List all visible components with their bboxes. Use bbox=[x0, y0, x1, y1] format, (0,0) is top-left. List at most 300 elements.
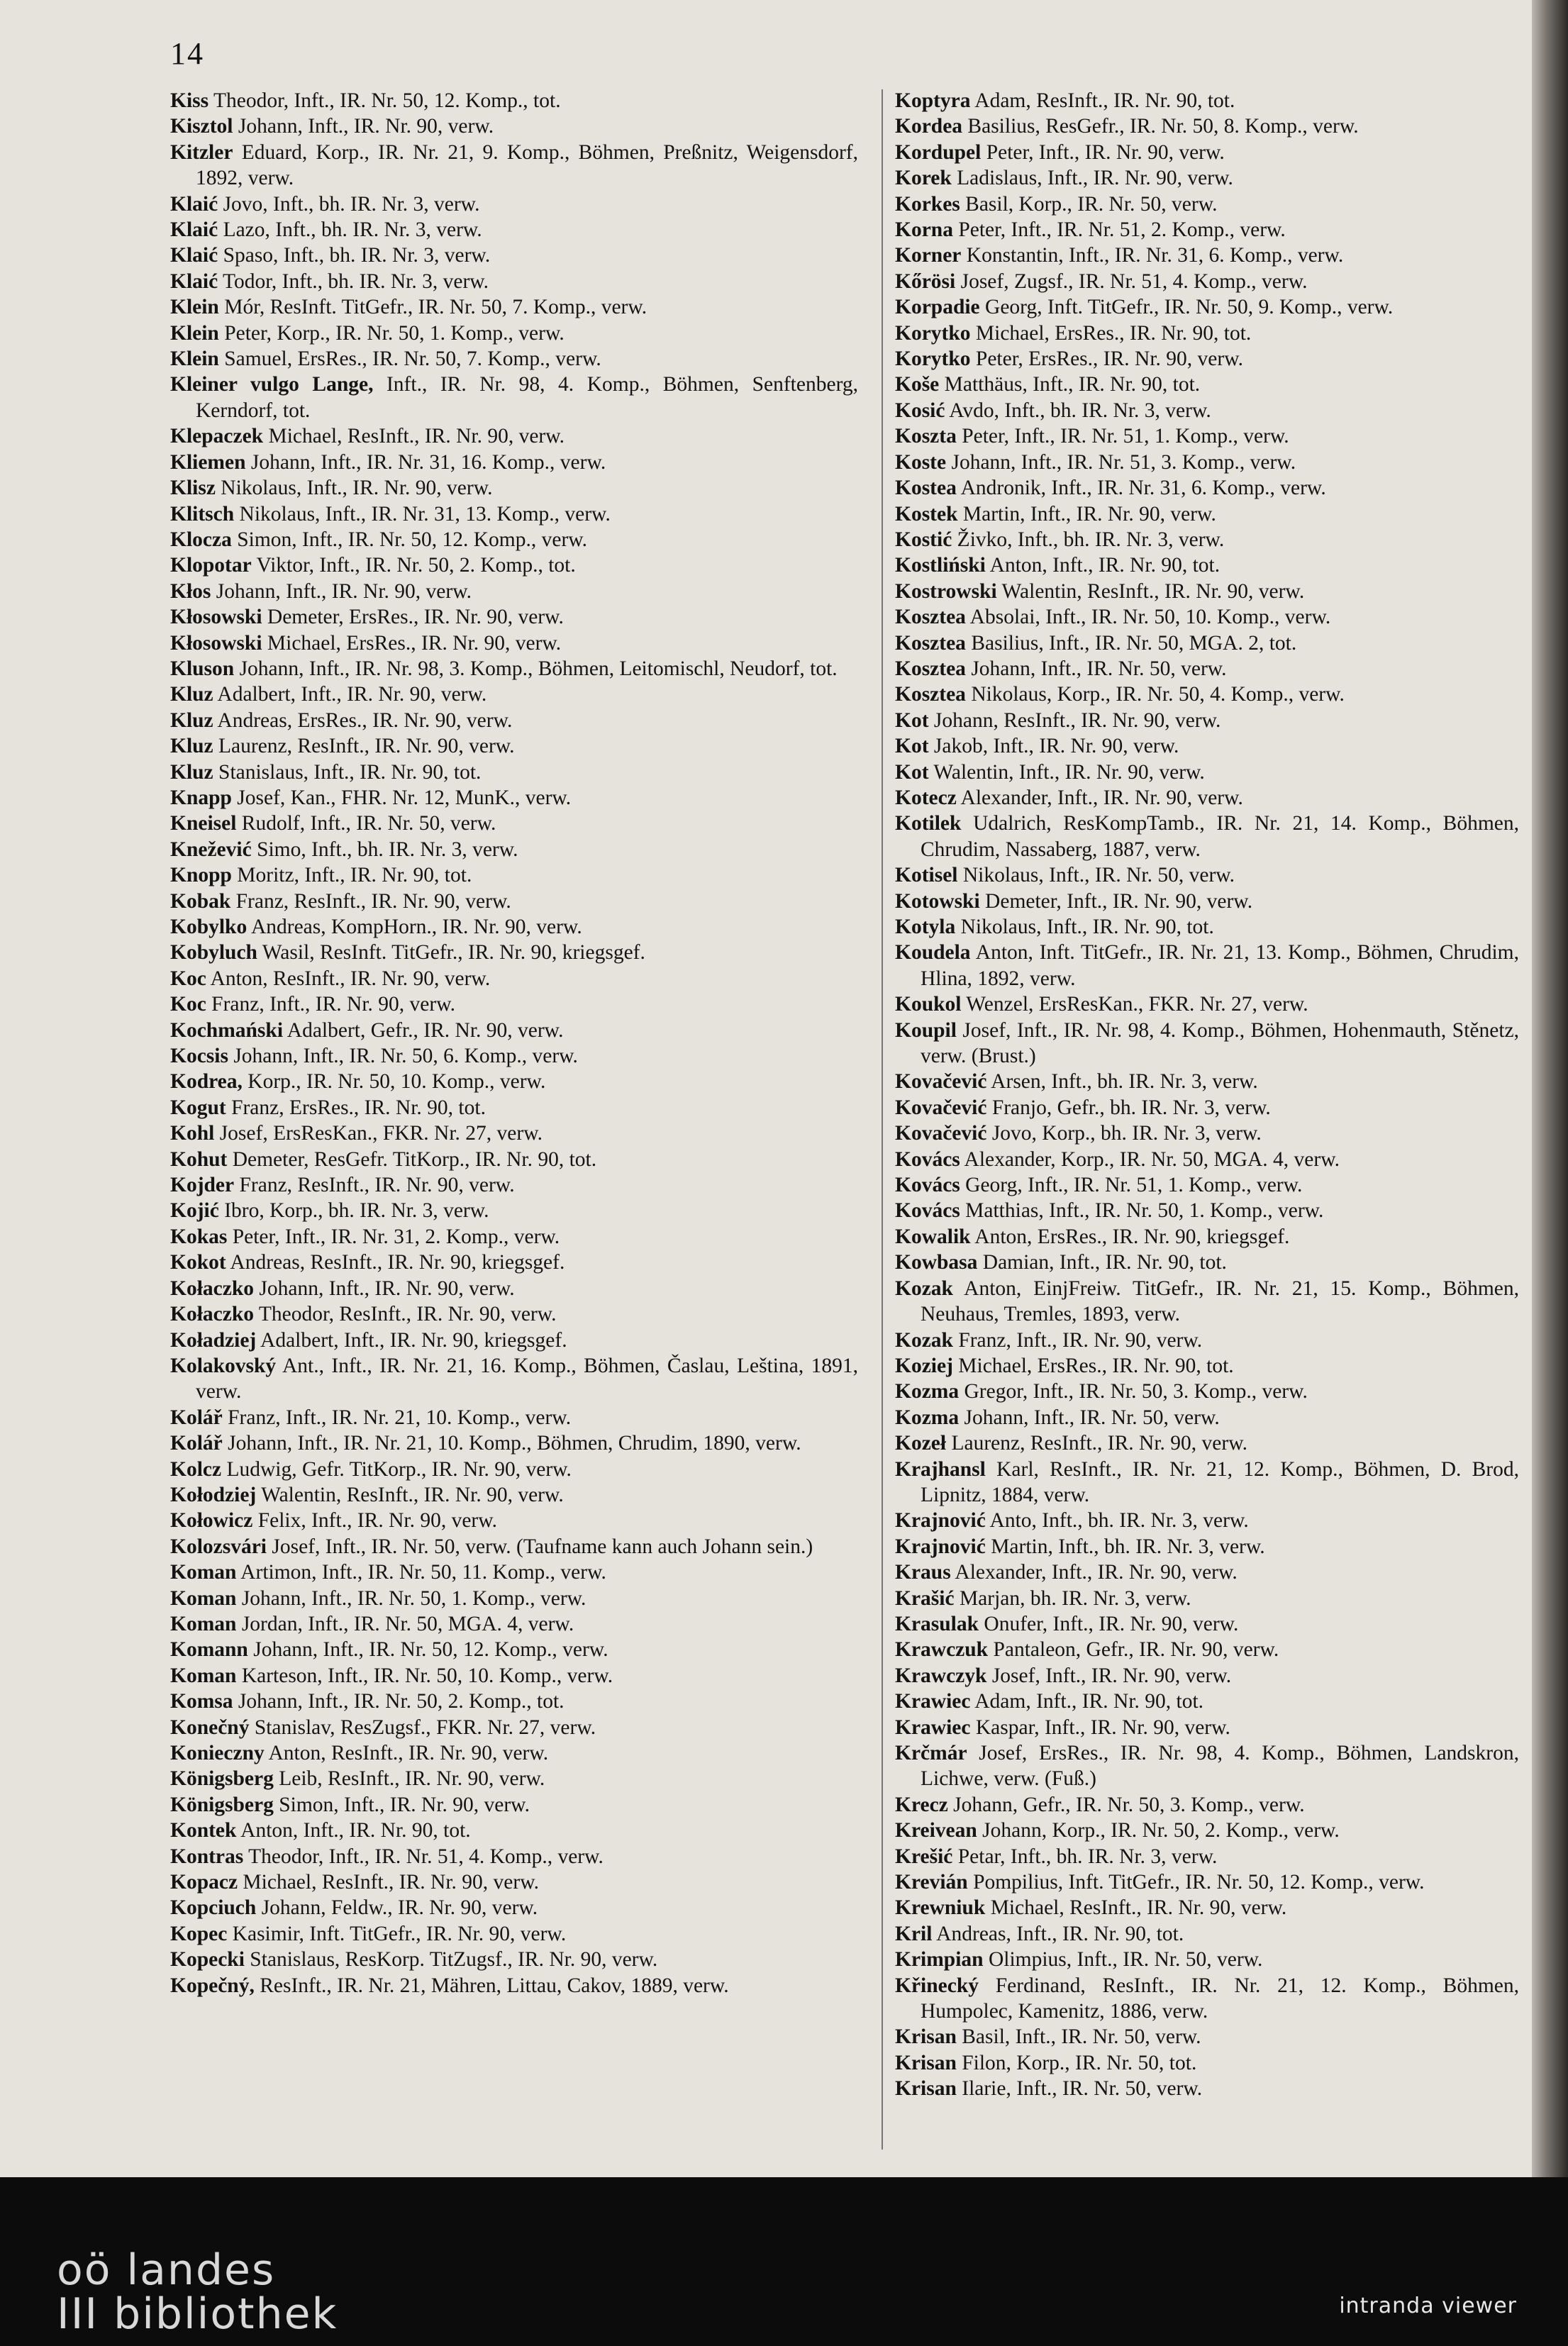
entry-surname: Kluz bbox=[170, 708, 213, 732]
list-entry bbox=[170, 785, 858, 811]
entry-surname: Krisan bbox=[895, 2025, 957, 2049]
entry-details: Viktor, Inft., IR. Nr. 50, 2. Komp., tot. bbox=[251, 554, 576, 577]
entry-surname: Kołaczko bbox=[170, 1303, 254, 1326]
list-entry bbox=[170, 760, 858, 785]
entry-details: Franz, ErsRes., IR. Nr. 90, tot. bbox=[226, 1096, 486, 1119]
entry-surname: Kodrea, bbox=[170, 1070, 243, 1094]
entry-details: Johann, Gefr., IR. Nr. 50, 3. Komp., verw. bbox=[947, 1793, 1305, 1816]
list-entry bbox=[170, 1818, 858, 1843]
entry-details: Pompilius, Inft. TitGefr., IR. Nr. 50, 12. Komp., verw. bbox=[967, 1871, 1425, 1894]
entry-surname: Kluz bbox=[170, 735, 213, 758]
list-entry bbox=[170, 243, 858, 268]
entry-details: Anton, EinjFreiw. TitGefr., IR. Nr. 21, 15. Komp., Böhmen, Neuhaus, Tremles, 1893, verw. bbox=[921, 1277, 1519, 1326]
list-entry bbox=[170, 113, 858, 139]
list-entry bbox=[170, 733, 858, 759]
entry-details: Ant., Inft., IR. Nr. 21, 16. Komp., Böhmen, Časlau, Leština, 1891, verw. bbox=[196, 1354, 858, 1403]
entry-details: Anton, Inft., IR. Nr. 90, tot. bbox=[985, 554, 1221, 577]
entry-details: Theodor, Inft., IR. Nr. 51, 4. Komp., verw. bbox=[243, 1845, 604, 1868]
entry-details: Stanislav, ResZugsf., FKR. Nr. 27, verw. bbox=[249, 1716, 596, 1739]
entry-surname: Kontek bbox=[170, 1819, 237, 1842]
entry-details: Ferdinand, ResInft., IR. Nr. 21, 12. Komp., Böhmen, Humpolec, Kamenitz, 1886, verw. bbox=[921, 1974, 1519, 2023]
list-entry bbox=[895, 1069, 1519, 1094]
entry-surname: Kowalik bbox=[895, 1225, 971, 1248]
entry-details: Ilarie, Inft., IR. Nr. 50, verw. bbox=[956, 2077, 1203, 2101]
list-entry bbox=[170, 269, 858, 294]
entry-surname: Kostek bbox=[895, 502, 958, 526]
entry-details: Demeter, Inft., IR. Nr. 90, verw. bbox=[979, 889, 1253, 913]
viewer-footer bbox=[0, 2177, 1568, 2346]
list-entry bbox=[895, 1457, 1519, 1508]
list-entry bbox=[170, 1766, 858, 1791]
entry-surname: Krecz bbox=[895, 1793, 948, 1816]
entry-details: Todor, Inft., bh. IR. Nr. 3, verw. bbox=[218, 269, 489, 293]
list-entry bbox=[895, 1637, 1519, 1662]
entry-surname: Kojić bbox=[170, 1199, 219, 1223]
entry-surname: Kőrösi bbox=[895, 269, 956, 293]
entry-surname: Koudela bbox=[895, 941, 971, 964]
logo-line-2: III bibliothek bbox=[57, 2289, 338, 2339]
entry-details: Basil, Korp., IR. Nr. 50, verw. bbox=[960, 192, 1218, 216]
entry-details: Eduard, Korp., IR. Nr. 21, 9. Komp., Böhmen, Preßnitz, Weigensdorf, 1892, verw. bbox=[196, 140, 858, 190]
entry-surname: Krašić bbox=[895, 1586, 955, 1610]
entry-surname: Kłosowski bbox=[170, 606, 262, 629]
list-entry bbox=[895, 552, 1519, 578]
list-entry bbox=[170, 1508, 858, 1533]
list-entry bbox=[895, 656, 1519, 682]
entry-details: Leib, ResInft., IR. Nr. 90, verw. bbox=[273, 1767, 545, 1791]
entry-details: Demeter, ErsRes., IR. Nr. 90, verw. bbox=[262, 606, 564, 629]
entry-surname: Kopciuch bbox=[170, 1896, 257, 1920]
entry-details: Kaspar, Inft., IR. Nr. 90, verw. bbox=[970, 1716, 1230, 1739]
entry-details: Josef, Kan., FHR. Nr. 12, MunK., verw. bbox=[231, 786, 572, 809]
entry-details: Adalbert, Gefr., IR. Nr. 90, verw. bbox=[283, 1018, 564, 1042]
entry-surname: Kozak bbox=[895, 1328, 953, 1352]
entry-surname: Kot bbox=[895, 735, 929, 758]
entry-surname: Kocsis bbox=[170, 1045, 228, 1068]
entry-surname: Kozma bbox=[895, 1380, 960, 1403]
list-entry bbox=[170, 579, 858, 604]
entry-surname: Kolář bbox=[170, 1432, 223, 1455]
list-entry bbox=[895, 217, 1519, 243]
entry-surname: Königsberg bbox=[170, 1793, 274, 1816]
entry-surname: Krimpian bbox=[895, 1948, 984, 1972]
entry-details: Kasimir, Inft. TitGefr., IR. Nr. 90, verw. bbox=[227, 1922, 567, 1945]
entry-details: Adam, ResInft., IR. Nr. 90, tot. bbox=[970, 89, 1235, 112]
list-entry bbox=[895, 1405, 1519, 1430]
entry-details: Basilius, Inft., IR. Nr. 50, MGA. 2, tot. bbox=[965, 631, 1297, 655]
list-entry bbox=[170, 475, 858, 501]
entry-surname: Krevián bbox=[895, 1871, 968, 1894]
list-entry bbox=[895, 889, 1519, 914]
entry-surname: Kovács bbox=[895, 1174, 960, 1197]
entry-details: Johann, Inft., IR. Nr. 50, verw. bbox=[965, 657, 1227, 680]
entry-details: Felix, Inft., IR. Nr. 90, verw. bbox=[252, 1509, 498, 1533]
entry-details: Peter, ErsRes., IR. Nr. 90, verw. bbox=[970, 348, 1243, 371]
entry-surname: Krajnović bbox=[895, 1535, 986, 1558]
entry-details: Andreas, ResInft., IR. Nr. 90, kriegsgef. bbox=[226, 1251, 565, 1274]
entry-details: Avdo, Inft., bh. IR. Nr. 3, verw. bbox=[945, 399, 1211, 422]
entry-surname: Krešić bbox=[895, 1845, 953, 1868]
entry-surname: Korek bbox=[895, 167, 952, 190]
entry-details: Marjan, bh. IR. Nr. 3, verw. bbox=[954, 1586, 1191, 1610]
entry-details: Peter, Korp., IR. Nr. 50, 1. Komp., verw. bbox=[218, 321, 565, 345]
entry-surname: Kozak bbox=[895, 1277, 953, 1300]
entry-surname: Klisz bbox=[170, 477, 216, 500]
entry-surname: Koman bbox=[170, 1586, 237, 1610]
entry-details: Spaso, Inft., bh. IR. Nr. 3, verw. bbox=[218, 244, 491, 267]
list-entry bbox=[170, 1121, 858, 1146]
entry-surname: Kolcz bbox=[170, 1457, 222, 1481]
list-entry bbox=[895, 940, 1519, 991]
list-entry bbox=[170, 1534, 858, 1560]
list-entry bbox=[170, 1328, 858, 1353]
entry-surname: Klitsch bbox=[170, 502, 235, 526]
list-entry bbox=[895, 1844, 1519, 1869]
list-entry bbox=[895, 682, 1519, 707]
entry-details: Simon, Inft., IR. Nr. 50, 12. Komp., verw. bbox=[231, 528, 588, 551]
entry-details: Mór, ResInft. TitGefr., IR. Nr. 50, 7. Komp., verw. bbox=[218, 296, 647, 319]
entry-surname: Königsberg bbox=[170, 1767, 274, 1791]
entry-details: Andreas, Inft., IR. Nr. 90, tot. bbox=[932, 1922, 1184, 1945]
list-entry bbox=[895, 811, 1519, 862]
entry-surname: Kołaczko bbox=[170, 1277, 254, 1300]
list-entry bbox=[895, 785, 1519, 811]
entry-surname: Kril bbox=[895, 1922, 933, 1945]
list-entry bbox=[170, 1250, 858, 1275]
list-entry bbox=[170, 656, 858, 682]
entry-details: Artimon, Inft., IR. Nr. 50, 11. Komp., verw. bbox=[236, 1561, 606, 1584]
list-entry bbox=[170, 1947, 858, 1972]
entry-surname: Kreivean bbox=[895, 1819, 977, 1842]
entry-surname: Krisan bbox=[895, 2051, 957, 2074]
list-entry bbox=[895, 1560, 1519, 1585]
entry-surname: Kovačević bbox=[895, 1122, 987, 1145]
list-entry bbox=[170, 1663, 858, 1689]
entry-surname: Kostea bbox=[895, 477, 957, 500]
entry-details: Josef, ErsResKan., FKR. Nr. 27, verw. bbox=[214, 1122, 543, 1145]
entry-surname: Komann bbox=[170, 1638, 248, 1662]
entry-surname: Koszta bbox=[895, 425, 957, 448]
entry-surname: Kokas bbox=[170, 1225, 228, 1248]
entry-surname: Kopečný, bbox=[170, 1974, 255, 1997]
list-entry bbox=[895, 1198, 1519, 1223]
entry-details: Johann, Inft., IR. Nr. 21, 10. Komp., Böhmen, Chrudim, 1890, verw. bbox=[222, 1432, 801, 1455]
entry-details: Nikolaus, Inft., IR. Nr. 50, verw. bbox=[957, 864, 1235, 887]
entry-details: Nikolaus, Korp., IR. Nr. 50, 4. Komp., verw. bbox=[965, 683, 1345, 706]
list-entry bbox=[170, 966, 858, 991]
entry-details: Lazo, Inft., bh. IR. Nr. 3, verw. bbox=[218, 218, 482, 242]
entry-surname: Klein bbox=[170, 296, 219, 319]
list-entry bbox=[895, 1508, 1519, 1533]
entry-surname: Kosić bbox=[895, 399, 945, 422]
entry-surname: Koładziej bbox=[170, 1328, 257, 1352]
entry-surname: Krawczyk bbox=[895, 1664, 987, 1687]
entry-details: Wasil, ResInft. TitGefr., IR. Nr. 90, kriegsgef. bbox=[257, 941, 645, 964]
list-entry bbox=[895, 579, 1519, 604]
entry-surname: Kobak bbox=[170, 889, 231, 913]
column-divider bbox=[882, 89, 883, 2150]
entry-details: Adam, Inft., IR. Nr. 90, tot. bbox=[970, 1690, 1204, 1713]
entry-details: Onufer, Inft., IR. Nr. 90, verw. bbox=[979, 1612, 1239, 1635]
entry-surname: Kopecki bbox=[170, 1948, 245, 1972]
list-entry bbox=[895, 1740, 1519, 1792]
entry-surname: Kolakovský bbox=[170, 1354, 277, 1377]
entry-surname: Korna bbox=[895, 218, 953, 242]
list-entry bbox=[895, 1430, 1519, 1456]
entry-surname: Kołowicz bbox=[170, 1509, 253, 1533]
entry-surname: Konieczny bbox=[170, 1742, 265, 1764]
entry-details: Andronik, Inft., IR. Nr. 31, 6. Komp., verw. bbox=[956, 477, 1326, 500]
list-entry bbox=[895, 1611, 1519, 1637]
entry-details: Walentin, ResInft., IR. Nr. 90, verw. bbox=[256, 1483, 564, 1506]
list-entry bbox=[170, 837, 858, 862]
entry-surname: Kitzler bbox=[170, 140, 233, 164]
entry-details: Michael, ErsRes., IR. Nr. 90, tot. bbox=[970, 321, 1252, 345]
list-entry bbox=[895, 2024, 1519, 2050]
entry-details: Ladislaus, Inft., IR. Nr. 90, verw. bbox=[951, 167, 1233, 190]
entry-surname: Klein bbox=[170, 348, 219, 371]
entry-details: Ludwig, Gefr. TitKorp., IR. Nr. 90, verw. bbox=[221, 1457, 572, 1481]
entry-surname: Kneisel bbox=[170, 812, 237, 835]
entry-details: Walentin, Inft., IR. Nr. 90, verw. bbox=[928, 760, 1205, 784]
entry-details: Martin, Inft., bh. IR. Nr. 3, verw. bbox=[985, 1535, 1265, 1558]
list-entry bbox=[895, 501, 1519, 527]
list-entry bbox=[170, 1043, 858, 1069]
entry-details: Franz, ResInft., IR. Nr. 90, verw. bbox=[230, 889, 511, 913]
entry-details: Theodor, Inft., IR. Nr. 50, 12. Komp., tot. bbox=[208, 89, 561, 112]
list-entry bbox=[170, 862, 858, 888]
list-entry bbox=[170, 1353, 858, 1405]
list-entry bbox=[895, 243, 1519, 268]
list-entry bbox=[895, 1818, 1519, 1843]
entry-details: Stanislaus, Inft., IR. Nr. 90, tot. bbox=[213, 760, 482, 784]
list-entry bbox=[895, 475, 1519, 501]
entry-details: Matthäus, Inft., IR. Nr. 90, tot. bbox=[939, 373, 1201, 396]
entry-details: Johann, Inft., IR. Nr. 50, verw. bbox=[959, 1406, 1220, 1429]
entry-details: Andreas, KompHorn., IR. Nr. 90, verw. bbox=[247, 916, 582, 938]
entry-details: Nikolaus, Inft., IR. Nr. 90, verw. bbox=[215, 477, 493, 500]
entry-surname: Kiss bbox=[170, 89, 209, 112]
entry-details: Matthias, Inft., IR. Nr. 50, 1. Komp., verw. bbox=[960, 1199, 1324, 1223]
entry-surname: Kotisel bbox=[895, 864, 958, 887]
list-entry bbox=[895, 140, 1519, 165]
entry-surname: Kokot bbox=[170, 1251, 226, 1274]
entry-details: Michael, ErsRes., IR. Nr. 90, verw. bbox=[262, 631, 562, 655]
entry-surname: Koupil bbox=[895, 1018, 957, 1042]
list-entry bbox=[895, 398, 1519, 423]
entry-surname: Kolář bbox=[170, 1406, 223, 1429]
entry-details: Theodor, ResInft., IR. Nr. 90, verw. bbox=[254, 1303, 557, 1326]
entry-details: Basilius, ResGefr., IR. Nr. 50, 8. Komp., verw. bbox=[962, 115, 1359, 138]
entry-details: Filon, Korp., IR. Nr. 50, tot. bbox=[956, 2051, 1197, 2074]
list-entry bbox=[170, 1172, 858, 1198]
entry-details: Damian, Inft., IR. Nr. 90, tot. bbox=[977, 1251, 1227, 1274]
entry-surname: Koman bbox=[170, 1561, 237, 1584]
list-entry bbox=[895, 1689, 1519, 1714]
list-entry bbox=[895, 1250, 1519, 1275]
list-entry bbox=[895, 113, 1519, 139]
entry-surname: Kosztea bbox=[895, 631, 966, 655]
entry-details: Johann, Inft., IR. Nr. 50, 2. Komp., tot. bbox=[233, 1690, 565, 1713]
entry-surname: Koukol bbox=[895, 993, 962, 1016]
entry-details: Michael, ErsRes., IR. Nr. 90, tot. bbox=[952, 1354, 1234, 1377]
list-entry bbox=[895, 1534, 1519, 1560]
entry-surname: Klaić bbox=[170, 218, 218, 242]
entry-surname: Kolozsvári bbox=[170, 1535, 267, 1558]
viewer-label[interactable]: intranda viewer bbox=[1339, 2294, 1517, 2318]
list-entry bbox=[170, 1586, 858, 1611]
list-entry bbox=[895, 1353, 1519, 1379]
entry-details: Moritz, Inft., IR. Nr. 90, tot. bbox=[231, 864, 472, 887]
entry-details: Josef, Inft., IR. Nr. 50, verw. (Taufname kann auch Johann sein.) bbox=[267, 1535, 813, 1558]
entry-surname: Koc bbox=[170, 993, 206, 1016]
entry-surname: Korpadie bbox=[895, 296, 980, 319]
list-entry bbox=[170, 1844, 858, 1869]
list-entry bbox=[170, 1430, 858, 1456]
entry-surname: Krewniuk bbox=[895, 1896, 986, 1920]
list-entry bbox=[170, 1301, 858, 1327]
entry-details: Jovo, Inft., bh. IR. Nr. 3, verw. bbox=[218, 192, 480, 216]
entry-details: Alexander, Inft., IR. Nr. 90, verw. bbox=[950, 1561, 1238, 1584]
entry-surname: Konečný bbox=[170, 1716, 250, 1739]
library-logo[interactable] bbox=[57, 2245, 338, 2339]
entry-details: Anton, Inft. TitGefr., IR. Nr. 21, 13. Komp., Böhmen, Chrudim, Hlina, 1892, verw. bbox=[921, 941, 1519, 990]
entry-surname: Kot bbox=[895, 760, 929, 784]
list-entry bbox=[170, 1457, 858, 1482]
list-entry bbox=[895, 346, 1519, 372]
entry-details: Živko, Inft., bh. IR. Nr. 3, verw. bbox=[952, 528, 1225, 551]
entry-surname: Kontras bbox=[170, 1845, 244, 1868]
entry-surname: Kleiner vulgo Lange, bbox=[170, 373, 374, 396]
entry-surname: Kołodziej bbox=[170, 1483, 257, 1506]
entry-details: Absolai, Inft., IR. Nr. 50, 10. Komp., verw. bbox=[965, 606, 1331, 629]
left-column bbox=[170, 88, 858, 1998]
entry-details: Josef, Inft., IR. Nr. 98, 4. Komp., Böhmen, Hohenmauth, Stěnetz, verw. (Brust.) bbox=[921, 1018, 1519, 1068]
list-entry bbox=[170, 1560, 858, 1585]
entry-surname: Klocza bbox=[170, 528, 232, 551]
entry-surname: Koptyra bbox=[895, 89, 971, 112]
entry-surname: Krčmár bbox=[895, 1742, 967, 1764]
entry-details: Johann, Inft., IR. Nr. 51, 3. Komp., verw. bbox=[946, 450, 1296, 474]
entry-details: Anto, Inft., bh. IR. Nr. 3, verw. bbox=[985, 1509, 1249, 1533]
entry-details: Stanislaus, ResKorp. TitZugsf., IR. Nr. 90, verw. bbox=[244, 1948, 658, 1972]
list-entry bbox=[895, 1018, 1519, 1069]
list-entry bbox=[895, 1869, 1519, 1895]
list-entry bbox=[170, 991, 858, 1017]
entry-surname: Kliemen bbox=[170, 450, 246, 474]
entry-details: Johann, Inft., IR. Nr. 50, 1. Komp., verw. bbox=[236, 1586, 586, 1610]
adjacent-page-edge bbox=[1532, 0, 1568, 2177]
list-entry bbox=[170, 1895, 858, 1920]
entry-details: Michael, ResInft., IR. Nr. 90, verw. bbox=[263, 425, 565, 448]
entry-details: Walentin, ResInft., IR. Nr. 90, verw. bbox=[996, 579, 1305, 603]
entry-details: Wenzel, ErsResKan., FKR. Nr. 27, verw. bbox=[961, 993, 1308, 1016]
entry-surname: Koše bbox=[895, 373, 940, 396]
entry-surname: Krisan bbox=[895, 2077, 957, 2101]
list-entry bbox=[170, 1740, 858, 1766]
list-entry bbox=[895, 733, 1519, 759]
list-entry bbox=[895, 1147, 1519, 1172]
entry-surname: Krajhansl bbox=[895, 1457, 986, 1481]
entry-surname: Kovács bbox=[895, 1147, 960, 1171]
list-entry bbox=[170, 682, 858, 707]
list-entry bbox=[895, 294, 1519, 320]
list-entry bbox=[895, 1586, 1519, 1611]
entry-details: Arsen, Inft., bh. IR. Nr. 3, verw. bbox=[986, 1070, 1258, 1094]
entry-details: Andreas, ErsRes., IR. Nr. 90, verw. bbox=[213, 708, 513, 732]
entry-details: Korp., IR. Nr. 50, 10. Komp., verw. bbox=[242, 1070, 546, 1094]
list-entry bbox=[895, 708, 1519, 733]
entry-details: Jakob, Inft., IR. Nr. 90, verw. bbox=[928, 735, 1179, 758]
entry-details: Franz, Inft., IR. Nr. 21, 10. Komp., verw. bbox=[222, 1406, 572, 1429]
entry-details: Jovo, Korp., bh. IR. Nr. 3, verw. bbox=[986, 1122, 1262, 1145]
list-entry bbox=[170, 1482, 858, 1508]
list-entry bbox=[895, 630, 1519, 656]
entry-details: Anton, Inft., IR. Nr. 90, tot. bbox=[236, 1819, 471, 1842]
entry-details: Josef, ErsRes., IR. Nr. 98, 4. Komp., Böhmen, Landskron, Lichwe, verw. (Fuß.) bbox=[921, 1742, 1519, 1791]
entry-surname: Korytko bbox=[895, 321, 971, 345]
entry-surname: Kopec bbox=[170, 1922, 228, 1945]
entry-surname: Kłosowski bbox=[170, 631, 262, 655]
entry-details: Laurenz, ResInft., IR. Nr. 90, verw. bbox=[213, 735, 515, 758]
entry-surname: Krawiec bbox=[895, 1716, 971, 1739]
entry-details: Johann, Inft., IR. Nr. 90, verw. bbox=[254, 1277, 515, 1300]
list-entry bbox=[895, 1095, 1519, 1121]
list-entry bbox=[170, 423, 858, 449]
entry-details: Josef, Inft., IR. Nr. 90, verw. bbox=[986, 1664, 1232, 1687]
list-entry bbox=[895, 423, 1519, 449]
entry-details: Karl, ResInft., IR. Nr. 21, 12. Komp., Böhmen, D. Brod, Lipnitz, 1884, verw. bbox=[921, 1457, 1519, 1506]
list-entry bbox=[895, 321, 1519, 346]
list-entry bbox=[895, 604, 1519, 630]
entry-surname: Kobyluch bbox=[170, 941, 257, 964]
entry-details: Peter, Inft., IR. Nr. 51, 2. Komp., verw. bbox=[952, 218, 1286, 242]
list-entry bbox=[895, 1276, 1519, 1328]
entry-surname: Kostrowski bbox=[895, 579, 997, 603]
entry-surname: Kozma bbox=[895, 1406, 960, 1429]
list-entry bbox=[895, 1895, 1519, 1920]
list-entry bbox=[170, 604, 858, 630]
list-entry bbox=[895, 2050, 1519, 2076]
list-entry bbox=[170, 889, 858, 914]
list-entry bbox=[895, 450, 1519, 475]
entry-surname: Kochmański bbox=[170, 1018, 284, 1042]
list-entry bbox=[170, 1224, 858, 1250]
list-entry bbox=[895, 269, 1519, 294]
list-entry bbox=[895, 372, 1519, 397]
entry-details: Ibro, Korp., bh. IR. Nr. 3, verw. bbox=[218, 1199, 489, 1223]
entry-details: Simo, Inft., bh. IR. Nr. 3, verw. bbox=[251, 838, 518, 861]
list-entry bbox=[895, 1715, 1519, 1740]
entry-surname: Klaić bbox=[170, 269, 218, 293]
list-entry bbox=[170, 630, 858, 656]
list-entry bbox=[170, 501, 858, 527]
entry-details: Konstantin, Inft., IR. Nr. 31, 6. Komp., verw. bbox=[961, 244, 1344, 267]
entry-details: Jordan, Inft., IR. Nr. 50, MGA. 4, verw. bbox=[236, 1612, 574, 1635]
entry-details: ResInft., IR. Nr. 21, Mähren, Littau, Cakov, 1889, verw. bbox=[254, 1974, 729, 1997]
entry-details: Nikolaus, Inft., IR. Nr. 90, tot. bbox=[955, 916, 1214, 938]
entry-surname: Korkes bbox=[895, 192, 960, 216]
list-entry bbox=[170, 914, 858, 940]
entry-details: Michael, ResInft., IR. Nr. 90, verw. bbox=[985, 1896, 1287, 1920]
entry-details: Nikolaus, Inft., IR. Nr. 31, 13. Komp., verw. bbox=[234, 502, 611, 526]
entry-surname: Klaić bbox=[170, 244, 218, 267]
logo-line-1: oö landes bbox=[57, 2245, 276, 2295]
entry-surname: Kostliński bbox=[895, 554, 986, 577]
entry-details: Martin, Inft., IR. Nr. 90, verw. bbox=[957, 502, 1216, 526]
list-entry bbox=[170, 1095, 858, 1121]
list-entry bbox=[895, 1663, 1519, 1689]
